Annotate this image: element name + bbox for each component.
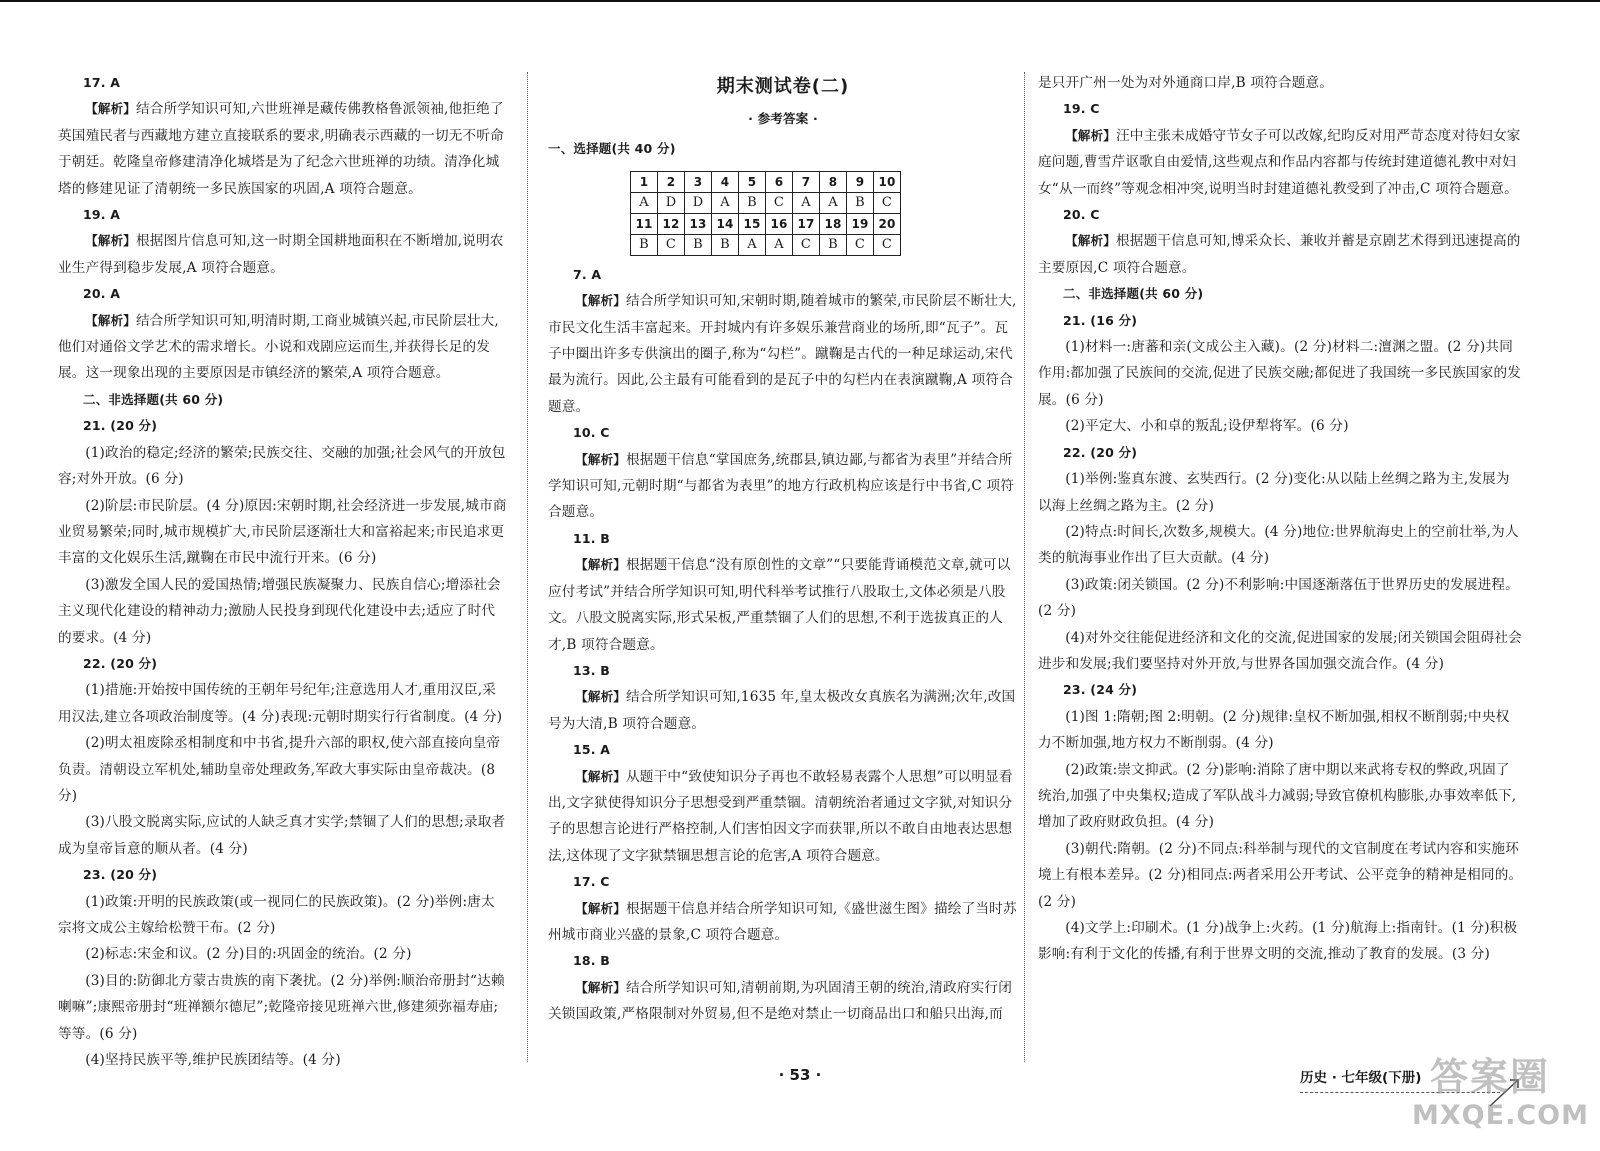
table-answer-row — [631, 234, 901, 255]
answer-cell: C — [874, 192, 901, 213]
answer-text: (2)标志:宋金和议。(2 分)目的:巩固金的统治。(2 分) — [85, 946, 412, 963]
analysis-tag: 【解析】 — [575, 900, 626, 916]
analysis-tag: 【解析】 — [85, 101, 136, 117]
question-number: 7. A — [573, 266, 602, 282]
question-number: 19. A — [83, 207, 121, 223]
section-heading: 二、非选择题(共 60 分) — [83, 391, 224, 407]
answer-text: (3)政策:闭关锁国。(2 分)不利影响:中国逐渐落伍于世界历史的发展进程。(2 分) — [1038, 576, 1519, 620]
answer-table — [630, 171, 901, 256]
analysis-text: 汪中主张未成婚守节女子可以改嫁,纪昀反对用严苛态度对待妇女家庭问题,曹雪芹讴歌自由爱情,这些观点和作品内容都与传统封建道德礼教中对妇女“从一而终”等观念相冲突,说明当时封建道德礼教受到了冲击,C 项符合题意。 — [1038, 127, 1521, 197]
answer-text: (2)明太祖废除丞相制度和中书省,提升六部的职权,使六部直接向皇帝负责。清朝设立军机处,辅助皇帝处理政务,军政大事实际由皇帝裁决。(8 分) — [58, 735, 501, 804]
section-heading: 二、非选择题(共 60 分) — [1063, 286, 1204, 302]
analysis-text: 根据题干信息“掌国庶务,统郡县,镇边鄙,与都省为表里”并结合所学知识可知,元朝时期“与都省为表里”的地方行政机构应该是行中书省,C 项符合题意。 — [548, 451, 1015, 521]
watermark-logo — [1412, 1046, 1589, 1146]
question-number: 13. B — [573, 662, 611, 678]
answer-text: (4)坚持民族平等,维护民族团结等。(4 分) — [85, 1052, 341, 1069]
question-number-cell: 5 — [739, 171, 766, 192]
analysis-paragraph — [548, 288, 1018, 420]
analysis-paragraph — [548, 764, 1018, 870]
question-number-cell: 16 — [766, 213, 793, 234]
question-number-cell: 17 — [793, 213, 820, 234]
answer-text: (3)目的:防御北方蒙古贵族的南下袭扰。(2 分)举例:顺治帝册封“达赖喇嘛”;康熙帝册封“班禅额尔德尼”;乾隆帝接见班禅六世,修建须弥福寿庙;等等。(6 分) — [58, 972, 505, 1042]
analysis-paragraph — [58, 308, 508, 387]
answer-cell: B — [739, 192, 766, 213]
question-number: 17. A — [83, 75, 121, 90]
middle-column — [548, 70, 1018, 1028]
analysis-text: 结合所学知识可知,明清时期,工商业城镇兴起,市民阶层壮大,他们对通俗文学艺术的需求增长。小说和戏剧应运而生,并获得长足的发展。这一现象出现的主要原因是市镇经济的繁荣,A 项符合题意。 — [58, 312, 499, 382]
answer-text: (1)政策:开明的民族政策(或一视同仁的民族政策)。(2 分)举例:唐太宗将文成公主嫁给松赞干布。(2 分) — [58, 893, 495, 936]
answer-cell: D — [685, 192, 712, 213]
question-number: 22. (20 分) — [83, 655, 158, 671]
question-number: 17. C — [573, 874, 610, 890]
question-number-cell: 14 — [712, 213, 739, 234]
answer-cell: C — [847, 234, 874, 255]
analysis-tag: 【解析】 — [1065, 233, 1116, 249]
analysis-tag: 【解析】 — [575, 768, 626, 784]
analysis-tag: 【解析】 — [575, 689, 626, 705]
question-number: 19. C — [1063, 101, 1100, 117]
top-rule — [0, 0, 1600, 2]
question-number: 11. B — [573, 530, 611, 546]
middle-column-items — [548, 262, 1018, 1028]
analysis-paragraph — [548, 684, 1018, 737]
answer-text: (2)阶层:市民阶层。(4 分)原因:宋朝时期,社会经济进一步发展,城市商业贸易繁荣;同时,城市规模扩大,市民阶层逐渐壮大和富裕起来;市民追求更丰富的文化娱乐生活,蹴鞠在市民中流行开来。(6 分) — [58, 497, 507, 567]
analysis-paragraph — [58, 96, 508, 202]
analysis-tag: 【解析】 — [85, 312, 136, 328]
analysis-tag: 【解析】 — [575, 293, 626, 309]
question-number-cell: 12 — [658, 213, 685, 234]
analysis-text: 根据题干信息并结合所学知识可知,《盛世滋生图》描绘了当时苏州城市商业兴盛的景象,C 项符合题意。 — [548, 900, 1017, 943]
page-number: · 53 · — [778, 1066, 822, 1084]
analysis-text: 根据题干信息“没有原创性的文章”“只要能背诵模范文章,就可以应付考试”并结合所学知识可知,明代科举考试推行八股取士,文体必须是八股文。八股文脱离实际,形式呆板,严重禁锢了人们的思想,不利于选拔真正的人才,B 项符合题意。 — [548, 557, 1011, 653]
answer-text: (1)举例:鉴真东渡、玄奘西行。(2 分)变化:从以陆上丝绸之路为主,发展为以海上丝绸之路为主。(2 分) — [1038, 471, 1510, 514]
watermark-text: 答案圈 — [1430, 1055, 1551, 1099]
question-number: 21. (20 分) — [83, 418, 158, 434]
analysis-tag: 【解析】 — [1065, 127, 1116, 143]
question-number: 23. (24 分) — [1063, 682, 1138, 698]
answer-cell: C — [658, 234, 685, 255]
answer-text: (1)政治的稳定;经济的繁荣;民族交往、交融的加强;社会风气的开放包容;对外开放。(6 分) — [58, 444, 506, 488]
answer-cell: A — [766, 234, 793, 255]
question-number: 20. A — [83, 286, 121, 302]
exam-title: 期末测试卷(二) — [716, 76, 850, 97]
table-number-row — [631, 171, 901, 192]
analysis-text: 根据题干信息可知,博采众长、兼收并蓄是京剧艺术得到迅速提高的主要原因,C 项符合题意。 — [1038, 233, 1521, 276]
question-number-cell: 6 — [766, 171, 793, 192]
analysis-tag: 【解析】 — [575, 979, 626, 995]
question-number: 22. (20 分) — [1063, 444, 1138, 460]
question-number: 15. A — [573, 742, 611, 758]
question-number: 21. (16 分) — [1063, 312, 1138, 328]
answer-cell: B — [631, 234, 658, 255]
analysis-text: 结合所学知识可知,清朝前期,为巩固清王朝的统治,清政府实行闭关锁国政策,严格限制对外贸易,但不是绝对禁止一切商品出口和船只出海,而 — [548, 979, 1012, 1023]
question-number-cell: 7 — [793, 171, 820, 192]
analysis-paragraph — [548, 975, 1018, 1028]
analysis-paragraph — [548, 447, 1018, 526]
book-label: 历史 · 七年级(下册) — [1300, 1070, 1422, 1086]
answer-cell: A — [631, 192, 658, 213]
right-column — [1038, 70, 1523, 968]
table-number-row — [631, 213, 901, 234]
analysis-tag: 【解析】 — [85, 233, 136, 249]
answer-cell: B — [820, 234, 847, 255]
analysis-paragraph — [1038, 228, 1523, 281]
left-column — [58, 70, 508, 1073]
question-number: 10. C — [573, 425, 610, 441]
analysis-text: 从题干中“致使知识分子再也不敢轻易表露个人思想”可以明显看出,文字狱使得知识分子思想受到严重禁锢。清朝统治者通过文字狱,对知识分子的思想言论进行严格控制,人们害怕因文字而获罪,所以不敢自由地表达思想法,这体现了文字狱禁锢思想言论的危害,A 项符合题意。 — [548, 768, 1013, 864]
question-number-cell: 20 — [874, 213, 901, 234]
answer-cell: A — [820, 192, 847, 213]
analysis-text: 根据图片信息可知,这一时期全国耕地面积在不断增加,说明农业生产得到稳步发展,A 项符合题意。 — [58, 233, 504, 276]
question-number-cell: 19 — [847, 213, 874, 234]
question-number-cell: 4 — [712, 171, 739, 192]
answer-cell: B — [712, 234, 739, 255]
answer-cell: B — [847, 192, 874, 213]
question-number: 18. B — [573, 953, 611, 969]
answer-text: (1)材料一:唐蕃和亲(文成公主入藏)。(2 分)材料二:澶渊之盟。(2 分)共同作用:都加强了民族间的交流,促进了民族交融;都促进了我国统一多民族国家的发展。(6 分) — [1038, 339, 1522, 408]
answer-cell: A — [793, 192, 820, 213]
question-number: 20. C — [1063, 207, 1100, 223]
answer-text: (2)政策:崇文抑武。(2 分)影响:消除了唐中期以来武将专权的弊政,巩固了统治,加强了中央集权;造成了军队战斗力减弱;导致官僚机构膨胀,办事效率低下,增加了政府财政负担。(4 分) — [1038, 761, 1517, 831]
section-heading: 一、选择题(共 40 分) — [548, 141, 676, 157]
answer-text: (4)对外交往能促进经济和文化的交流,促进国家的发展;闭关锁国会阻碍社会进步和发展;我们要坚持对外开放,与世界各国加强交流合作。(4 分) — [1038, 629, 1522, 672]
answer-cell: C — [874, 234, 901, 255]
analysis-tag: 【解析】 — [575, 451, 626, 467]
answer-cell: A — [739, 234, 766, 255]
analysis-text: 结合所学知识可知,1635 年,皇太极改女真族名为满洲;次年,改国号为大清,B 项符合题意。 — [548, 689, 1016, 732]
question-number-cell: 9 — [847, 171, 874, 192]
answer-text: (2)平定大、小和卓的叛乱;设伊犁将军。(6 分) — [1065, 418, 1349, 435]
question-number-cell: 11 — [631, 213, 658, 234]
answer-cell: D — [658, 192, 685, 213]
question-number-cell: 1 — [631, 171, 658, 192]
analysis-text: 结合所学知识可知,六世班禅是藏传佛教格鲁派领袖,他拒绝了英国殖民者与西藏地方建立直接联系的要求,明确表示西藏的一切无不听命于朝廷。乾隆皇帝修建清净化城塔是为了纪念六世班禅的功绩。清净化城塔的修建见证了清朝统一多民族国家的巩固,A 项符合题意。 — [58, 101, 504, 197]
answer-cell: C — [793, 234, 820, 255]
answer-key-subtitle: · 参考答案 · — [748, 111, 818, 126]
analysis-tag: 【解析】 — [575, 557, 626, 573]
question-number: 23. (20 分) — [83, 867, 158, 883]
answer-cell: B — [685, 234, 712, 255]
answer-text: (1)措施:开始按中国传统的王朝年号纪年;注意选用人才,重用汉臣,采用汉法,建立各项政治制度等。(4 分)表现:元朝时期实行行省制度。(4 分) — [58, 682, 503, 725]
question-number-cell: 15 — [739, 213, 766, 234]
question-number-cell: 8 — [820, 171, 847, 192]
analysis-paragraph — [58, 228, 508, 281]
question-number-cell: 18 — [820, 213, 847, 234]
answer-text: (4)文学上:印刷术。(1 分)战争上:火药。(1 分)航海上:指南针。(1 分)积极影响:有利于文化的传播,有利于世界文明的交流,推动了教育的发展。(3 分) — [1038, 920, 1518, 963]
column-divider — [527, 72, 528, 1062]
question-number-cell: 10 — [874, 171, 901, 192]
question-number-cell: 13 — [685, 213, 712, 234]
answer-text: (3)朝代:隋朝。(2 分)不同点:科举制与现代的文官制度在考试内容和实施环境上有根本差异。(2 分)相同点:两者采用公开考试、公平竞争的精神是相同的。(2 分) — [1038, 840, 1523, 910]
table-answer-row — [631, 192, 901, 213]
analysis-paragraph — [548, 552, 1018, 658]
answer-text: 是只开广州一处为对外通商口岸,B 项符合题意。 — [1038, 75, 1334, 91]
answer-cell: C — [766, 192, 793, 213]
column-divider — [1024, 72, 1025, 1062]
answer-text: (1)图 1:隋朝;图 2:明朝。(2 分)规律:皇权不断加强,相权不断削弱;中央权力不断加强,地方权力不断削弱。(4 分) — [1038, 708, 1510, 752]
answer-cell: A — [712, 192, 739, 213]
answer-text: (3)激发全国人民的爱国热情;增强民族凝聚力、民族自信心;增添社会主义现代化建设的精神动力;激励人民投身到现代化建设中去;适应了时代的要求。(4 分) — [58, 576, 501, 646]
watermark-url: MXQE.COM — [1412, 1100, 1589, 1131]
analysis-text: 结合所学知识可知,宋朝时期,随着城市的繁荣,市民阶层不断壮大,市民文化生活丰富起来。开封城内有许多娱乐兼营商业的场所,即“瓦子”。瓦子中圈出许多专供演出的圈子,称为“勾栏”。蹴鞠是古代的一种足球运动,宋代最为流行。因此,公主最有可能看到的是瓦子中的勾栏内在表演蹴鞠,A 项符合题意。 — [548, 293, 1017, 415]
answer-text: (3)八股文脱离实际,应试的人缺乏真才实学;禁锢了人们的思想;录取者成为皇帝旨意的顺从者。(4 分) — [58, 814, 506, 857]
analysis-paragraph — [1038, 123, 1523, 202]
analysis-paragraph — [548, 896, 1018, 949]
question-number-cell: 3 — [685, 171, 712, 192]
answer-text: (2)特点:时间长,次数多,规模大。(4 分)地位:世界航海史上的空前壮举,为人类的航海事业作出了巨大贡献。(4 分) — [1038, 523, 1519, 567]
question-number-cell: 2 — [658, 171, 685, 192]
